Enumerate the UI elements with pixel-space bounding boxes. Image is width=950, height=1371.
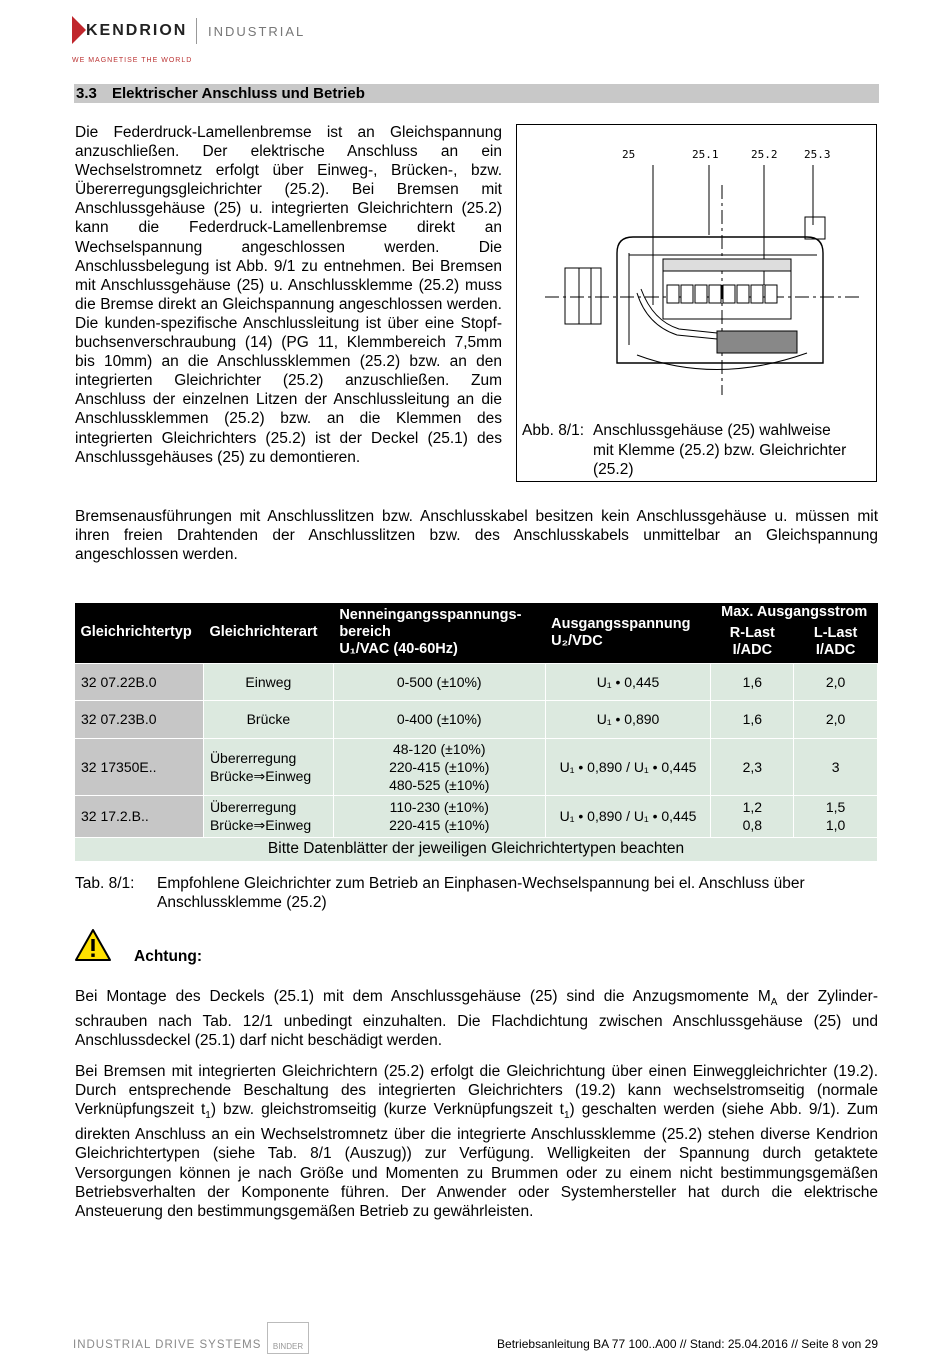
- figure-caption-line2: mit Klemme (25.2) bzw. Gleichrichter: [593, 441, 847, 459]
- callout-25-3: 25.3: [804, 148, 831, 161]
- table-row: 32 17.2.B.. Übererregung Brücke⇒Einweg 110-230 (±10%) 220-415 (±10%) U₁ • 0,890 / U₁ • 0,445 1,2 0,8 1,5 1,0: [75, 795, 878, 837]
- logo-tagline: WE MAGNETISE THE WORLD: [72, 57, 193, 64]
- footer-division: INDUSTRIAL DRIVE SYSTEMS: [73, 1339, 262, 1351]
- section-number: 3.3: [76, 85, 97, 102]
- header-output-voltage: Ausgangsspannung U₂/VDC: [545, 603, 711, 663]
- table-row: 32 17350E.. Übererregung Brücke⇒Einweg 48-120 (±10%) 220-415 (±10%) 480-525 (±10%) U₁ • 0,890 / U₁ • 0,445 2,3 3: [75, 738, 878, 795]
- terminal-housing-drawing: [517, 125, 875, 415]
- logo-name: KENDRION: [86, 22, 188, 39]
- section-title: Elektrischer Anschluss und Betrieb: [112, 85, 365, 102]
- warning-icon: [74, 928, 112, 962]
- callout-25-1: 25.1: [692, 148, 719, 161]
- header-type: Gleichrichtertyp: [75, 603, 204, 663]
- table-row: 32 07.22B.0 Einweg 0-500 (±10%) U₁ • 0,445 1,6 2,0: [75, 663, 878, 700]
- paragraph-connection: Die Federdruck-Lamellenbremse ist an Gleichspannung anzuschließen. Der elektrische Anschluss an ein Wechselstromnetz erfolgt über Einweg-, Brücken-, bzw. Übererregungsgleichrichter (25.2). Bei Bremsen mit Anschlussgehäuse (25) u. integrierten Gleichrichtern (25.2) kann die Federdruck-Lamellenbremse direkt an Wechselspannung angeschlossen werden. Die Anschlussbelegung ist Abb. 9/1 zu entnehmen. Bei Bremsen mit Anschlussgehäuse (25) u. Anschlussklemme (25.2) muss die Bremse direkt an Gleichspannung angeschlossen werden. Die kunden-spezifische Anschlussleitung ist über eine Stopf-buchsenverschraubung (14) (PG 11, Klemmbereich 7,5mm bis 10mm) an die Anschlussklemmen (25.2) bzw. an den integrierten Gleichrichter (25.2) anzuschließen. Zum Anschluss der einzelnen Litzen der Anschlussleitung an die Anschlussklemmen (25.2) bzw. an die Klemmen des integrierten Gleichrichters (25.2) ist der Deckel (25.1) des Anschlussgehäuses (25) zu demontieren.: [75, 124, 502, 466]
- callout-25: 25: [622, 148, 636, 161]
- company-logo: [72, 14, 312, 70]
- callout-25-2: 25.2: [751, 148, 778, 161]
- logo-mark-icon: [72, 16, 86, 44]
- section-heading: [74, 84, 879, 103]
- table-caption-label: Tab. 8/1:: [75, 875, 135, 892]
- header-l-last: L-Last I/ADC: [794, 621, 878, 663]
- logo-separator: [196, 18, 197, 44]
- table-row: 32 07.23B.0 Brücke 0-400 (±10%) U₁ • 0,890 1,6 2,0: [75, 700, 878, 738]
- paragraph-integrated-rectifier: Bei Bremsen mit integrierten Gleichrichtern (25.2) erfolgt die Gleichrichtung über einen Einweggleichrichter (19.2). Durch entsprechende Beschaltung des integrierten Gleichrichters (19.2) kann wechselstromseitig (normale Verknüpfungszeit $t_1$) bzw. gleichstromseitig (kurze Verknüpfungszeit $t_1$) geschalten werden (siehe Abb. 9/1). Zum direkten Anschluss an ein Wechselstromnetz über die integrierte Anschlussklemme (25.2) stehen diverse Kendrion Gleichrichtertypen (siehe Tab. 8/1 (Auszug)) zur Verfügung. Welligkeiten der Spannung durch getaktete Versorgungen können je nach Größe und Momenten zu Brummen oder zu einem nicht bestimmungsgemäßen Betriebsverhalten der Komponente führen. Der Anwender oder Systemhersteller hat durch die elektrische Ansteuerung den bestimmungsgemäßen Betrieb zu gewährleisten.: [75, 1063, 878, 1220]
- table-caption-line1: Empfohlene Gleichrichter zum Betrieb an Einphasen-Wechselspannung bei el. Anschluss über: [157, 875, 805, 892]
- table-caption-line2: Anschlussklemme (25.2): [157, 894, 327, 912]
- rectifier-table: [74, 603, 878, 862]
- header-input-range: Nenneingangsspannungs- bereich U₁/VAC (40-60Hz): [333, 603, 545, 663]
- header-r-last: R-Last I/ADC: [711, 621, 794, 663]
- warning-title: Achtung:: [134, 948, 203, 965]
- table-caption: [75, 874, 878, 912]
- logo-division: INDUSTRIAL: [208, 24, 306, 39]
- footer-binder-logo: BINDER: [267, 1322, 309, 1354]
- figure-box: [516, 124, 877, 482]
- figure-caption-label: Abb. 8/1:: [522, 422, 585, 439]
- figure-caption-line1: Anschlussgehäuse (25) wahlweise: [593, 422, 831, 439]
- table-note-row: [75, 837, 878, 861]
- footer-document-info: Betriebsanleitung BA 77 100..A00 // Stand: 25.04.2016 // Seite 8 von 29: [497, 1337, 878, 1351]
- table-note: Bitte Datenblätter der jeweiligen Gleichrichtertypen beachten: [75, 837, 878, 861]
- paragraph-cover-mounting: Bei Montage des Deckels (25.1) mit dem Anschlussgehäuse (25) sind die Anzugsmomente $M_A$ der Zylinder-schrauben nach Tab. 12/1 unbedingt einzuhalten. Die Flachdichtung zwischen Anschlussgehäuse (25) und Anschlussdeckel (25.1) darf nicht beschädigt werden.: [75, 988, 878, 1050]
- paragraph-lead-wires: Bremsenausführungen mit Anschlusslitzen bzw. Anschlusskabel besitzen kein Anschlussgehäuse u. müssen mit ihren freien Drahtenden der Anschlusslitzen bzw. des Anschlusskabels unmittelbar an Gleichspannung angeschlossen werden.: [75, 508, 878, 564]
- figure-caption-line3: (25.2): [593, 461, 634, 478]
- figure-caption: [522, 421, 872, 480]
- header-max-current: Max. Ausgangsstrom: [711, 603, 878, 621]
- header-kind: Gleichrichterart: [203, 603, 333, 663]
